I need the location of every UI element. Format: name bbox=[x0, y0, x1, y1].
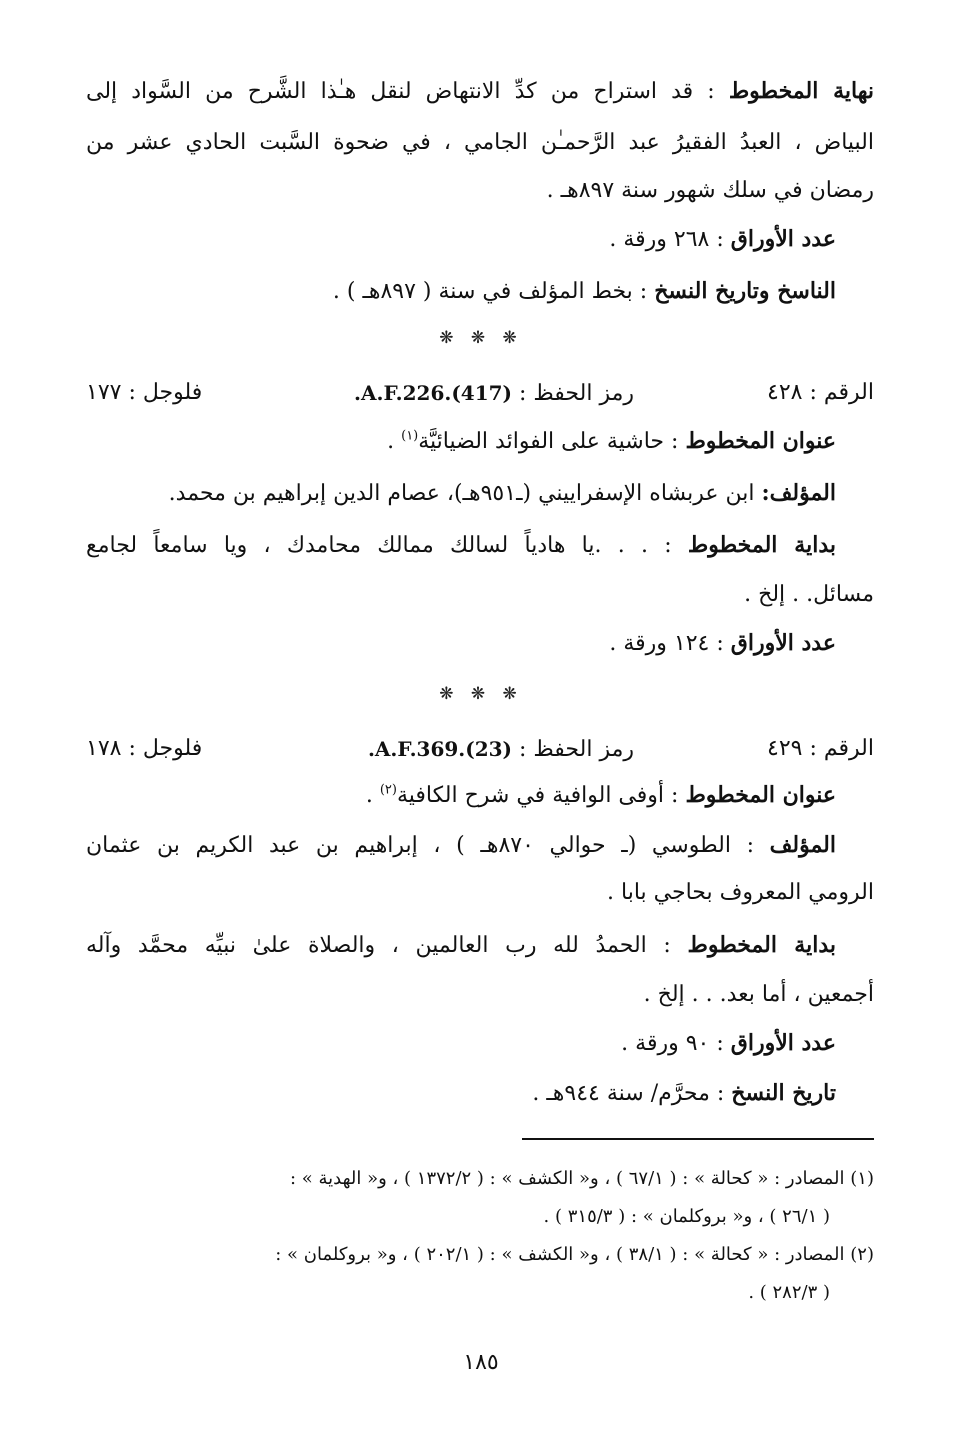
beginning-value: : الحمدُ لله رب العالمين ، والصلاة علىٰ نبيِّه محمَّد وآله bbox=[86, 933, 671, 958]
leaves-count-line bbox=[86, 1030, 836, 1057]
entry-429-meta bbox=[86, 734, 874, 764]
author-line bbox=[86, 480, 836, 507]
author-label: المؤلف: bbox=[761, 480, 836, 506]
manuscript-end-text: : قد استراح من كدِّ الانتهاض لنقل هـٰذا الشَّرح من السَّواد إلى bbox=[86, 79, 715, 104]
manuscript-end-line bbox=[86, 78, 874, 105]
entry-number: الرقم : ٤٢٨ bbox=[767, 380, 874, 405]
copyist-label: الناسخ وتاريخ النسخ bbox=[654, 278, 836, 304]
leaves-count-label: عدد الأوراق bbox=[730, 226, 836, 252]
beginning-value-2: مسائل. . إلخ . bbox=[744, 582, 874, 607]
leaves-count-line bbox=[86, 226, 836, 253]
leaves-count-value: : ١٢٤ ورقة . bbox=[609, 631, 724, 656]
author-value: ابن عربشاه الإسفراييني (ـ٩٥١هـ)، عصام الدين إبراهيم بن محمد. bbox=[168, 481, 762, 506]
author-label: المؤلف bbox=[769, 832, 837, 858]
author-value: : الطوسي (ـ حوالي ٨٧٠هـ ) ، إبراهيم بن عبد الكريم بن عثمان bbox=[86, 833, 754, 858]
fluegel-number: فلوجل : ١٧٨ bbox=[86, 736, 203, 761]
entry-428-meta bbox=[86, 378, 874, 408]
author-value-2: الرومي المعروف بحاجي بابا . bbox=[607, 880, 874, 905]
leaves-count-label: عدد الأوراق bbox=[730, 630, 836, 656]
footnote-divider bbox=[522, 1138, 874, 1140]
beginning-line bbox=[86, 532, 836, 559]
shelfmark bbox=[368, 734, 634, 765]
leaves-count-label: عدد الأوراق bbox=[730, 1030, 836, 1056]
shelfmark-label: رمز الحفظ : bbox=[519, 737, 634, 762]
title-value: : أوفى الوافية في شرح الكافية bbox=[396, 783, 679, 808]
leaves-count-line bbox=[86, 630, 836, 657]
section-separator: ❋ ❋ ❋ bbox=[439, 328, 523, 348]
copyist-line bbox=[86, 278, 836, 305]
shelfmark-value: .A.F.226.(417) bbox=[354, 381, 513, 405]
title-line bbox=[86, 428, 836, 455]
beginning-value: : . . .يا هادياً لسالك ممالك محامدك ، ويا سامعاً لجامع bbox=[86, 533, 672, 558]
beginning-value-2: أجمعين ، أما بعد. . . إلخ . bbox=[643, 982, 874, 1007]
title-end: . bbox=[387, 429, 402, 454]
footnote-ref: (٢) bbox=[379, 782, 397, 798]
entry-number: الرقم : ٤٢٩ bbox=[767, 736, 874, 761]
title-end: . bbox=[365, 783, 380, 808]
section-separator: ❋ ❋ ❋ bbox=[439, 684, 523, 704]
leaves-count-value: : ٩٠ ورقة . bbox=[621, 1031, 724, 1056]
copy-date-value: : محرَّم/ سنة ٩٤٤هـ . bbox=[532, 1081, 725, 1106]
title-label: عنوان المخطوط bbox=[685, 428, 836, 454]
title-value: : حاشية على الفوائد الضيائيَّة bbox=[418, 429, 679, 454]
author-line bbox=[86, 832, 836, 859]
copy-date-line bbox=[86, 1080, 836, 1107]
footnote-2-cont: ( ٢٨٢/٣ ) . bbox=[748, 1282, 830, 1303]
footnote-ref: (١) bbox=[401, 428, 419, 444]
footnote-1: (١) المصادر : « كحالة » : ( ٦٧/١ ) ، و« الكشف » : ( ١٣٧٢/٢ ) ، و« الهدية » : bbox=[289, 1168, 874, 1189]
copyist-value: : بخط المؤلف في سنة ( ٨٩٧هـ ) . bbox=[332, 279, 648, 304]
title-label: عنوان المخطوط bbox=[685, 782, 836, 808]
shelfmark-value: .A.F.369.(23) bbox=[367, 737, 513, 761]
manuscript-end-text-2: البياض ، العبدُ الفقيرُ عبد الرَّحمـٰن الجامي ، في ضحوة السَّبت الحادي عشر من bbox=[86, 130, 874, 155]
beginning-line bbox=[86, 932, 836, 959]
copy-date-label: تاريخ النسخ bbox=[731, 1080, 836, 1106]
footnote-1-cont: ( ٢٦/١ ) ، و« بروكلمان » : ( ٣١٥/٣ ) . bbox=[543, 1206, 830, 1227]
footnote-2: (٢) المصادر : « كحالة » : ( ٣٨/١ ) ، و« الكشف » : ( ٢٠٢/١ ) ، و« بروكلمان » : bbox=[275, 1244, 874, 1265]
fluegel-number: فلوجل : ١٧٧ bbox=[86, 380, 203, 405]
manuscript-end-label: نهاية المخطوط bbox=[728, 78, 874, 104]
title-line bbox=[86, 782, 836, 809]
shelfmark-label: رمز الحفظ : bbox=[519, 381, 634, 406]
page-number: ١٨٥ bbox=[463, 1350, 499, 1375]
manuscript-end-text-3: رمضان في سلك شهور سنة ٨٩٧هـ . bbox=[546, 178, 874, 203]
shelfmark bbox=[354, 378, 634, 409]
beginning-label: بداية المخطوط bbox=[687, 932, 836, 958]
leaves-count-value: : ٢٦٨ ورقة . bbox=[609, 227, 724, 252]
beginning-label: بداية المخطوط bbox=[687, 532, 836, 558]
